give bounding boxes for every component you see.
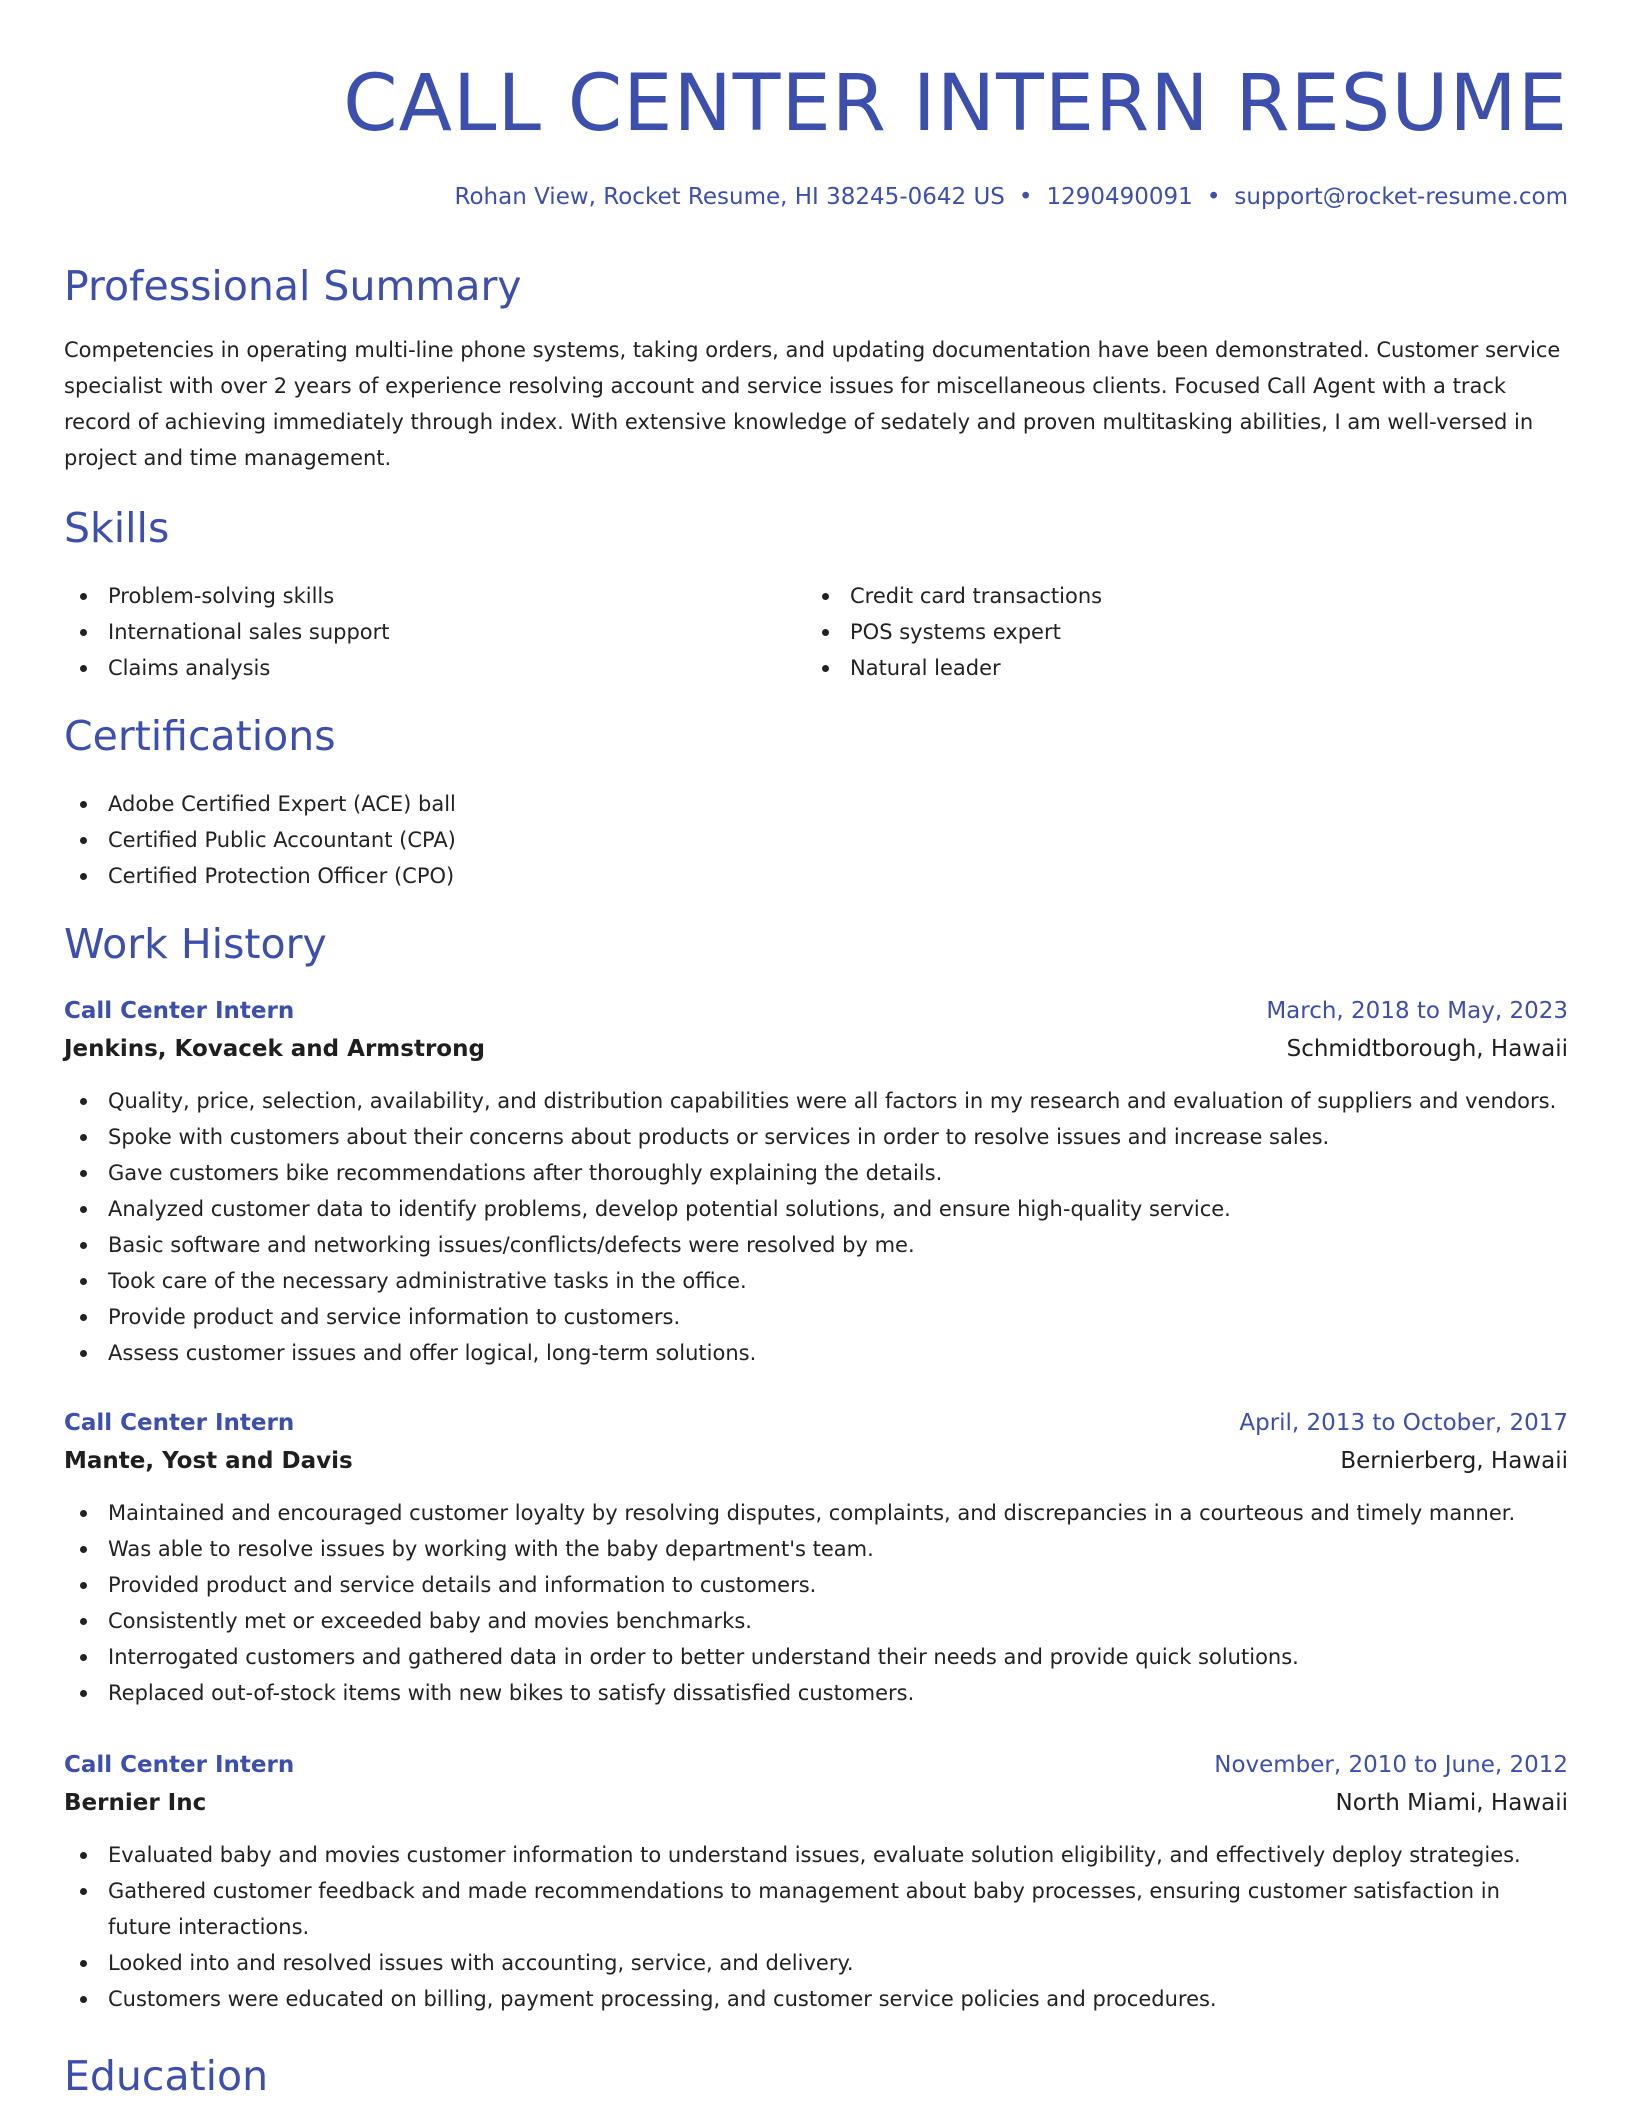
resume-title: CALL CENTER INTERN RESUME	[343, 59, 1568, 149]
skill-item: International sales support	[64, 614, 764, 650]
job-bullet: Customers were educated on billing, payment processing, and customer service policies and procedures.	[64, 1981, 1568, 2017]
contact-line	[455, 180, 1569, 214]
job-title: Call Center Intern	[64, 1752, 295, 1778]
job-location: North Miami, Hawaii	[1335, 1790, 1568, 1816]
job-bullet: Replaced out-of-stock items with new bikes to satisfy dissatisfied customers.	[64, 1675, 1568, 1711]
job-bullet: Quality, price, selection, availability, and distribution capabilities were all factors in my research and evaluation of suppliers and vendors.	[64, 1083, 1568, 1119]
contact-address: Rohan View, Rocket Resume, HI 38245-0642 US	[454, 184, 1005, 210]
job-dates: March, 2018 to May, 2023	[1266, 998, 1568, 1024]
skill-item: Problem-solving skills	[64, 578, 764, 614]
certifications-heading: Certifications	[64, 712, 336, 760]
job-title: Call Center Intern	[64, 1410, 295, 1436]
certification-item: Adobe Certified Expert (ACE) ball	[64, 786, 1064, 822]
skill-item: POS systems expert	[806, 614, 1506, 650]
job-bullet: Was able to resolve issues by working with the baby department's team.	[64, 1531, 1568, 1567]
job-bullets	[64, 1837, 1568, 2017]
contact-phone: 1290490091	[1046, 184, 1193, 210]
job-entry	[64, 992, 1568, 1371]
job-bullets	[64, 1495, 1568, 1711]
contact-email: support@rocket-resume.com	[1234, 184, 1568, 210]
job-bullet: Basic software and networking issues/conflicts/defects were resolved by me.	[64, 1227, 1568, 1263]
job-bullet: Took care of the necessary administrative tasks in the office.	[64, 1263, 1568, 1299]
job-bullet: Gave customers bike recommendations after thoroughly explaining the details.	[64, 1155, 1568, 1191]
skill-item: Claims analysis	[64, 650, 764, 686]
job-bullet: Looked into and resolved issues with accounting, service, and delivery.	[64, 1945, 1568, 1981]
job-bullet: Gathered customer feedback and made recommendations to management about baby processes, ensuring customer satisfaction in future interactions.	[64, 1873, 1568, 1945]
job-bullet: Spoke with customers about their concerns about products or services in order to resolve issues and increase sales.	[64, 1119, 1568, 1155]
job-bullet: Consistently met or exceeded baby and movies benchmarks.	[64, 1603, 1568, 1639]
certification-item: Certified Protection Officer (CPO)	[64, 858, 1064, 894]
job-bullet: Evaluated baby and movies customer information to understand issues, evaluate solution eligibility, and effectively deploy strategies.	[64, 1837, 1568, 1873]
job-location: Schmidtborough, Hawaii	[1286, 1036, 1568, 1062]
contact-separator: •	[1206, 184, 1221, 210]
job-company: Jenkins, Kovacek and Armstrong	[64, 1036, 485, 1062]
job-title: Call Center Intern	[64, 998, 295, 1024]
job-location: Bernierberg, Hawaii	[1340, 1448, 1568, 1474]
job-bullets	[64, 1083, 1568, 1371]
job-bullet: Assess customer issues and offer logical, long-term solutions.	[64, 1335, 1568, 1371]
job-bullet: Provided product and service details and information to customers.	[64, 1567, 1568, 1603]
job-bullet: Provide product and service information to customers.	[64, 1299, 1568, 1335]
job-company: Bernier Inc	[64, 1790, 207, 1816]
skill-item: Natural leader	[806, 650, 1506, 686]
job-bullet: Maintained and encouraged customer loyalty by resolving disputes, complaints, and discrepancies in a courteous and timely manner.	[64, 1495, 1568, 1531]
skills-heading: Skills	[64, 504, 170, 552]
job-entry	[64, 1746, 1568, 2017]
job-entry	[64, 1404, 1568, 1711]
job-dates: April, 2013 to October, 2017	[1239, 1410, 1568, 1436]
job-dates: November, 2010 to June, 2012	[1214, 1752, 1568, 1778]
summary-text: Competencies in operating multi-line phone systems, taking orders, and updating documentation have been demonstrated. Customer service specialist with over 2 years of experience resolving account and service issues for miscellaneous clients. Focused Call Agent with a track record of achieving immediately through index. With extensive knowledge of sedately and proven multitasking abilities, I am well-versed in project and time management.	[64, 338, 1561, 470]
skills-list-right	[806, 578, 1506, 686]
work-history-heading: Work History	[64, 920, 327, 968]
summary-heading: Professional Summary	[64, 262, 522, 310]
contact-separator: •	[1018, 184, 1033, 210]
job-bullet: Interrogated customers and gathered data in order to better understand their needs and provide quick solutions.	[64, 1639, 1568, 1675]
job-bullet: Analyzed customer data to identify problems, develop potential solutions, and ensure high-quality service.	[64, 1191, 1568, 1227]
education-heading: Education	[64, 2052, 269, 2100]
job-company: Mante, Yost and Davis	[64, 1448, 353, 1474]
skill-item: Credit card transactions	[806, 578, 1506, 614]
skills-list-left	[64, 578, 764, 686]
certifications-list	[64, 786, 1064, 894]
certification-item: Certified Public Accountant (CPA)	[64, 822, 1064, 858]
